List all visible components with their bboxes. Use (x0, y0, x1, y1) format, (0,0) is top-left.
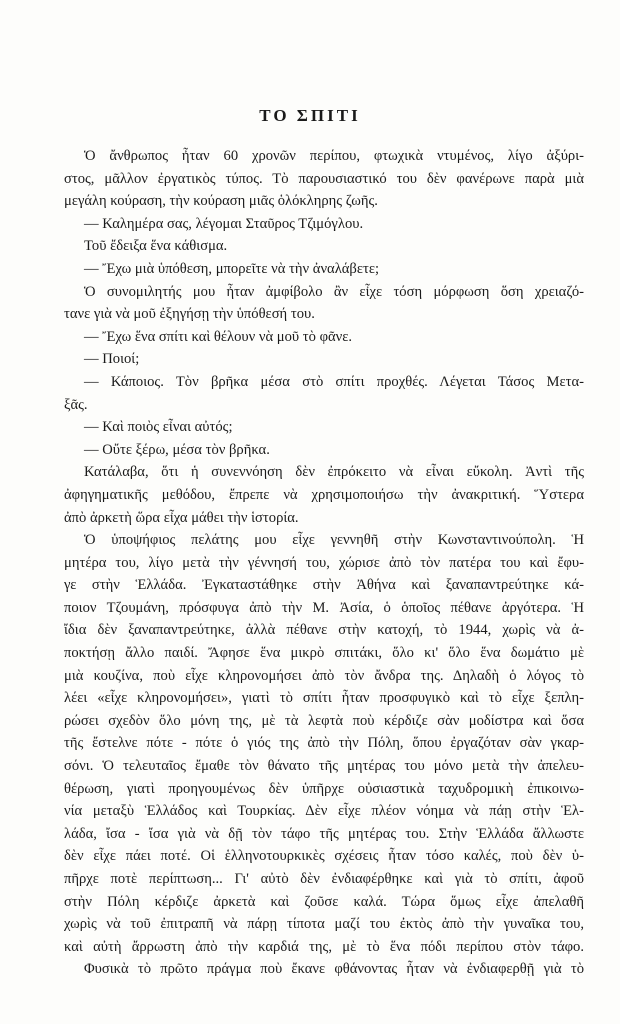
text-line: λέει «εἶχε κληρονομήσει», γιατὶ τὸ σπίτι ἦταν προσφυγικὸ καὶ τὸ εἶχε ξεπλη- (64, 690, 584, 707)
text-line: μητέρα του, λίγο μετὰ τὴν γέννησή του, χώρισε ἀπὸ τὸν πατέρα του καὶ ἔφυ- (64, 554, 584, 571)
text-line: ἀπὸ ἀρκετὴ ὥρα εἶχα μάθει τὴν ἱστορία. (64, 509, 299, 526)
text-line: Φυσικὰ τὸ πρῶτο πράγμα ποὺ ἔκανε φθάνοντας ἦταν νὰ ἐνδιαφερθῇ γιὰ τὸ (84, 961, 584, 978)
text-line: νία μεταξὺ Ἑλλάδος καὶ Τουρκίας. Δὲν εἶχε πλέον νόημα νὰ πάῃ στὴν Ἑλ- (64, 803, 584, 820)
text-line: ἴδια δὲν ξαναπαντρεύτηκε, ἀλλὰ πέθανε στὴν κατοχή, τὸ 1944, χωρὶς νὰ ἀ- (64, 622, 584, 639)
text-line: στος, μᾶλλον ἐργατικὸς τύπος. Τὸ παρουσιαστικό του δὲν φανέρωνε παρὰ μιὰ (64, 170, 584, 187)
text-line: Ὁ συνομιλητής μου ἦταν ἀμφίβολο ἂν εἶχε τόση μόρφωση ὅση χρειαζό- (84, 283, 584, 300)
text-line: γε στὴν Ἑλλάδα. Ἐγκαταστάθηκε στὴν Ἀθήνα καὶ ξαναπαντρεύτηκε κά- (64, 577, 584, 594)
text-line: μιὰ κουζίνα, ποὺ εἶχε κληρονομήσει ἀπὸ τὸν ἄνδρα της. Δηλαδὴ ὁ λόγος τὸ (64, 667, 584, 684)
text-line: — Καὶ ποιὸς εἶναι αὐτός; (84, 419, 233, 436)
text-line: ποκτήσῃ ἄλλο παιδί. Ἄφησε ἕνα μικρὸ σπιτάκι, ὅλο κι' ὅλο ἕνα δωμάτιο μὲ (64, 645, 584, 662)
text-line: — Ἔχω ἕνα σπίτι καὶ θέλουν νὰ μοῦ τὸ φᾶνε. (84, 328, 353, 345)
text-line: — Καλημέρα σας, λέγομαι Σταῦρος Τζιμόγλου. (84, 215, 364, 232)
text-line: τῆς ἔστελνε πότε - πότε ὁ γιός της ἀπὸ τὴν Πόλη, ὅπου ἐργαζόταν σὰν γκαρ- (64, 735, 584, 752)
text-line: ξᾶς. (64, 396, 88, 413)
text-line: Τοῦ ἔδειξα ἕνα κάθισμα. (84, 238, 228, 255)
text-line: χωρὶς νὰ τοῦ ἐπιτραπῆ νὰ πάρῃ τίποτα μαζί του ἐκτὸς ἀπὸ τὴν γυναῖκα του, (64, 916, 584, 933)
text-line: Κατάλαβα, ὅτι ἡ συνεννόηση δὲν ἐπρόκειτο νὰ εἶναι εὔκολη. Ἀντὶ τῆς (84, 464, 584, 481)
text-line: λάδα, ἴσα - ἴσα γιὰ νὰ δῇ τὸν τάφο τῆς μητέρας του. Στὴν Ἑλλάδα ἄλλωστε (64, 825, 584, 842)
text-line: — Οὔτε ξέρω, μέσα τὸν βρῆκα. (84, 441, 270, 458)
text-line: Ὁ ἄνθρωπος ἦταν 60 χρονῶν περίπου, φτωχικὰ ντυμένος, λίγο ἀξύρι- (84, 148, 584, 164)
text-line: — Ποιοί; (84, 351, 140, 368)
text-line: θέρωση, γιατὶ προηγουμένως δὲν ὑπῆρχε οὐσιαστικὰ ταχυδρομικὴ ἐπικοινω- (64, 780, 584, 797)
body-text (64, 145, 584, 981)
chapter-title: ΤΟ ΣΠΙΤΙ (259, 106, 361, 125)
text-line: σόνι. Ὁ τελευταῖος ἔμαθε τὸν θάνατο τῆς μητέρας του μόνο μετὰ τὴν ἀπελευ- (64, 758, 584, 775)
text-line: μεγάλη κούραση, τὴν κούραση μιᾶς ὁλόκληρης ζωῆς. (64, 193, 378, 210)
text-line: τανε γιὰ νὰ μοῦ ἐξηγήσῃ τὴν ὑπόθεσή του. (64, 306, 315, 323)
text-line: — Ἔχω μιὰ ὑπόθεση, μπορεῖτε νὰ τὴν ἀναλάβετε; (84, 260, 380, 277)
text-line: ἀφηγηματικῆς μεθόδου, ἔπρεπε νὰ χρησιμοποιήσω τὴν ἀνακριτική. Ὕστερα (64, 486, 584, 503)
text-line: πῆρχε ποτὲ περίπτωση... Γι' αὐτὸ δὲν ἐνδιαφέρθηκε καὶ γιὰ τὸ σπίτι, ἀφοῦ (64, 871, 584, 887)
text-line: καὶ αὐτὴ ἄρρωστη ἀπὸ τὴν καρδιά της, μὲ τὸ ἕνα πόδι περίπου στὸν τάφο. (64, 938, 584, 955)
text-line: δὲν εἶχε πάει ποτέ. Οἱ ἑλληνοτουρκικὲς σχέσεις ἦταν τόσο καλές, ποὺ δὲν ὑ- (64, 848, 584, 865)
text-line: Ὁ ὑποψήφιος πελάτης μου εἶχε γεννηθῆ στὴν Κωνσταντινούπολη. Ἡ (84, 532, 584, 549)
text-line: ποιον Τζουμάνη, πρόσφυγα ἀπὸ τὴν Μ. Ἀσία, ὁ ὁποῖος πέθανε ἀργότερα. Ἡ (64, 599, 584, 616)
text-line: — Κάποιος. Τὸν βρῆκα μέσα στὸ σπίτι προχθές. Λέγεται Τάσος Μετα- (84, 373, 584, 390)
text-line: στὴν Πόλη κέρδιζε ἀρκετὰ καὶ ζοῦσε καλά. Τώρα ὅμως εἶχε ἀπελαθῆ (64, 893, 584, 910)
text-line: ρώσει σχεδὸν ὅλο μόνη της, μὲ τὰ λεφτὰ ποὺ κέρδιζε σὰν μοδίστρα καὶ ὅσα (64, 712, 584, 729)
